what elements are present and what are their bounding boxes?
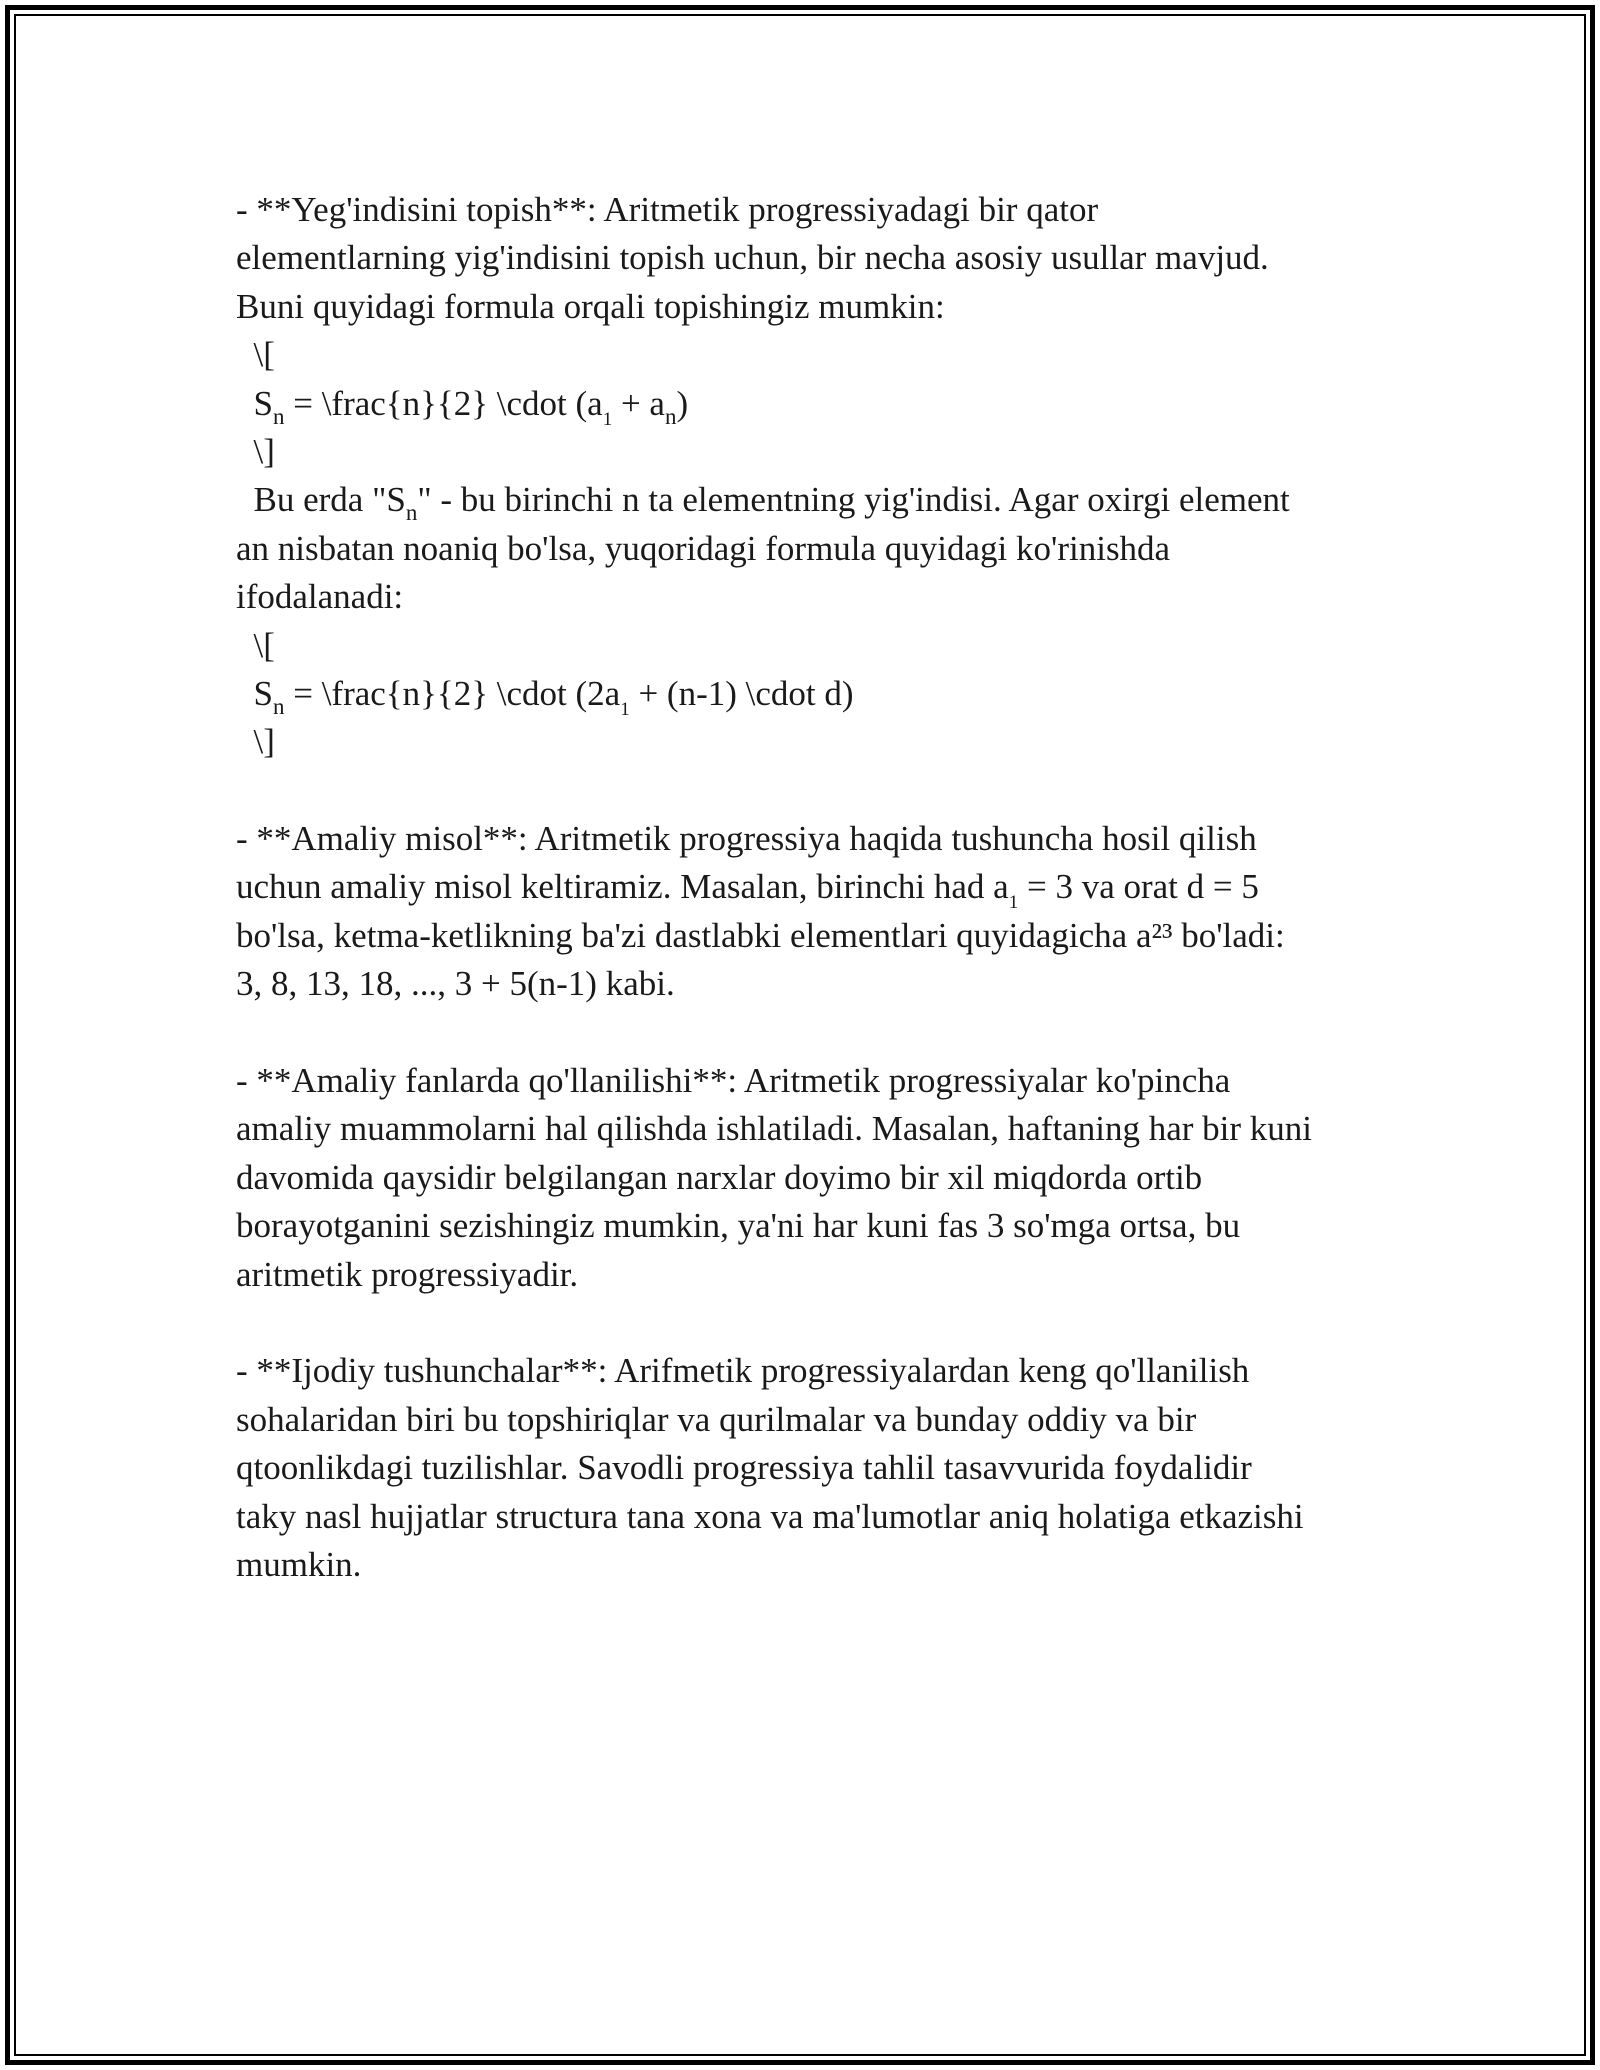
paragraph-line: ifodalanadi:: [236, 577, 404, 617]
subscript: n: [272, 693, 285, 719]
formula-open-delimiter: \[: [236, 625, 275, 665]
paragraph-line: 3, 8, 13, 18, ..., 3 + 5(n-1) kabi.: [236, 964, 675, 1004]
paragraph-line: mumkin.: [236, 1544, 362, 1584]
formula-open-delimiter: \[: [236, 335, 275, 375]
paragraph-line: Buni quyidagi formula orqali topishingiz mumkin:: [236, 286, 945, 326]
section-creative: [236, 1347, 1376, 1589]
formula-text: + (n-1) \cdot d): [629, 673, 854, 713]
section-example: [236, 815, 1376, 1009]
subscript: 1: [1008, 892, 1019, 914]
paragraph-line: amaliy muammolarni hal qilishda ishlatiladi. Masalan, haftaning har bir kuni: [236, 1109, 1312, 1149]
spacer: [236, 1009, 1376, 1057]
formula-text: ): [676, 383, 689, 423]
spacer: [236, 1299, 1376, 1347]
paragraph-line: bo'lsa, ketma-ketlikning ba'zi dastlabki elementlari quyidagicha a²³ bo'ladi:: [236, 915, 1285, 955]
formula-close-delimiter: \]: [236, 722, 275, 762]
paragraph-line: sohalaridan biri bu topshiriqlar va qurilmalar va bunday oddiy va bir: [236, 1399, 1197, 1439]
text: uchun amaliy misol keltiramiz. Masalan, birinchi had a: [236, 867, 1009, 907]
text: " - bu birinchi n ta elementning yig'indisi. Agar oxirgi element: [417, 480, 1290, 520]
text: Bu erda "S: [236, 480, 406, 520]
subscript: n: [405, 500, 418, 526]
formula-close-delimiter: \]: [236, 431, 275, 471]
paragraph-line: - **Amaliy fanlarda qo'llanilishi**: Aritmetik progressiyalar ko'pincha: [236, 1061, 1231, 1101]
formula-text: = \frac{n}{2} \cdot (2a: [284, 673, 621, 713]
formula-sum-expanded: [236, 670, 1376, 718]
section-sum: [236, 186, 1376, 767]
subscript: 1: [620, 698, 630, 720]
paragraph-line: - **Amaliy misol**: Aritmetik progressiya haqida tushuncha hosil qilish: [236, 819, 1257, 859]
paragraph-line: davomida qaysidir belgilangan narxlar doyimo bir xil miqdorda ortib: [236, 1157, 1203, 1197]
section-applied: [236, 1057, 1376, 1299]
paragraph-line: an nisbatan noaniq bo'lsa, yuqoridagi formula quyidagi ko'rinishda: [236, 528, 1171, 568]
paragraph-line: taky nasl hujjatlar structura tana xona va ma'lumotlar aniq holatiga etkazishi: [236, 1496, 1304, 1536]
formula-text: S: [236, 383, 273, 423]
paragraph-line: aritmetik progressiyadir.: [236, 1254, 579, 1294]
formula-text: = \frac{n}{2} \cdot (a: [284, 383, 603, 423]
formula-sum: [236, 380, 1376, 428]
paragraph-line: - **Ijodiy tushunchalar**: Arifmetik progressiyalardan keng qo'llanilish: [236, 1351, 1250, 1391]
text: = 3 va orat d = 5: [1018, 867, 1259, 907]
paragraph-line: - **Yeg'indisini topish**: Aritmetik progressiyadagi bir qator: [236, 190, 1099, 229]
document-body: [236, 186, 1376, 1589]
formula-text: + a: [612, 383, 665, 423]
formula-text: S: [236, 673, 273, 713]
paragraph-line: elementlarning yig'indisini topish uchun, bir necha asosiy usullar mavjud.: [236, 238, 1269, 278]
paragraph-line: qtoonlikdagi tuzilishlar. Savodli progressiya tahlil tasavvurida foydalidir: [236, 1448, 1252, 1488]
subscript: n: [272, 403, 285, 429]
subscript: n: [664, 403, 677, 429]
spacer: [236, 767, 1376, 815]
paragraph-line: borayotganini sezishingiz mumkin, ya'ni har kuni fas 3 so'mga ortsa, bu: [236, 1206, 1241, 1246]
paragraph-line: [236, 476, 1376, 524]
subscript: 1: [602, 408, 613, 430]
paragraph-line: [236, 863, 1376, 914]
